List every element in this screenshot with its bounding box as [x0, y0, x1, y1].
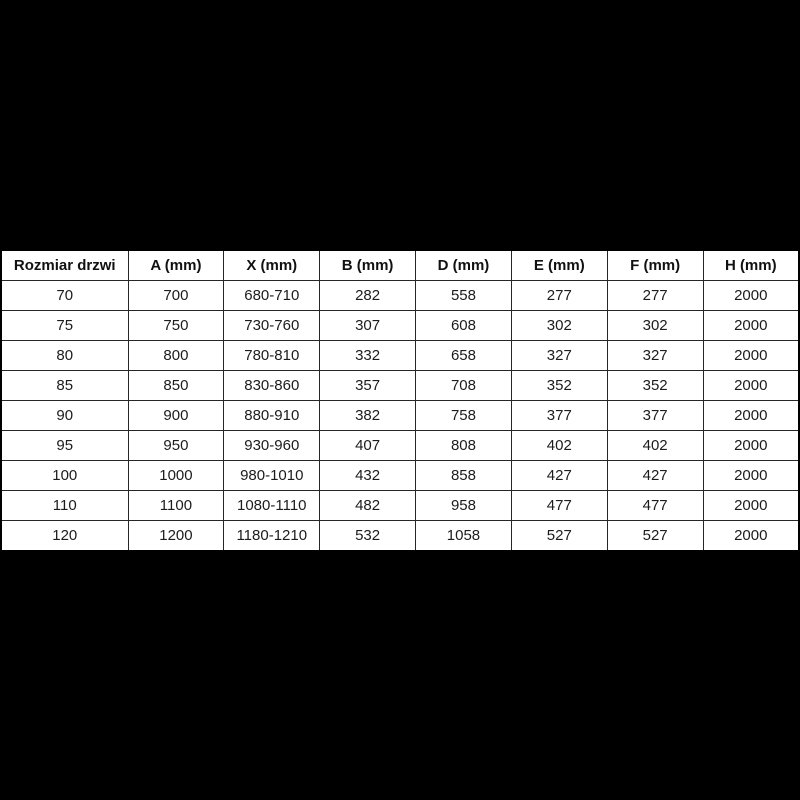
column-header: B (mm) — [320, 250, 416, 281]
table-cell: 958 — [416, 491, 512, 521]
table-cell: 352 — [511, 371, 607, 401]
table-cell: 352 — [607, 371, 703, 401]
table-cell: 900 — [128, 401, 224, 431]
table-cell: 950 — [128, 431, 224, 461]
table-cell: 680-710 — [224, 281, 320, 311]
table-cell: 382 — [320, 401, 416, 431]
table-cell: 800 — [128, 341, 224, 371]
table-cell: 332 — [320, 341, 416, 371]
table-cell: 527 — [511, 521, 607, 552]
table-cell: 2000 — [703, 281, 799, 311]
table-cell: 2000 — [703, 371, 799, 401]
table-cell: 2000 — [703, 431, 799, 461]
table-row — [1, 281, 799, 311]
table-cell: 327 — [511, 341, 607, 371]
table-cell: 850 — [128, 371, 224, 401]
table-cell: 980-1010 — [224, 461, 320, 491]
table-cell: 708 — [416, 371, 512, 401]
table-cell: 70 — [1, 281, 128, 311]
table-cell: 1058 — [416, 521, 512, 552]
table-cell: 377 — [511, 401, 607, 431]
table-cell: 2000 — [703, 311, 799, 341]
table-cell: 532 — [320, 521, 416, 552]
table-cell: 432 — [320, 461, 416, 491]
table-cell: 1180-1210 — [224, 521, 320, 552]
table-cell: 558 — [416, 281, 512, 311]
dimensions-table-container — [0, 249, 800, 552]
table-cell: 808 — [416, 431, 512, 461]
table-cell: 307 — [320, 311, 416, 341]
column-header: D (mm) — [416, 250, 512, 281]
table-row — [1, 401, 799, 431]
table-cell: 1080-1110 — [224, 491, 320, 521]
table-cell: 282 — [320, 281, 416, 311]
table-cell: 830-860 — [224, 371, 320, 401]
table-cell: 930-960 — [224, 431, 320, 461]
table-cell: 427 — [607, 461, 703, 491]
table-cell: 277 — [511, 281, 607, 311]
table-cell: 1200 — [128, 521, 224, 552]
table-row — [1, 461, 799, 491]
table-cell: 407 — [320, 431, 416, 461]
table-cell: 120 — [1, 521, 128, 552]
table-cell: 880-910 — [224, 401, 320, 431]
table-cell: 95 — [1, 431, 128, 461]
table-cell: 377 — [607, 401, 703, 431]
column-header: Rozmiar drzwi — [1, 250, 128, 281]
table-cell: 750 — [128, 311, 224, 341]
table-cell: 302 — [607, 311, 703, 341]
column-header: F (mm) — [607, 250, 703, 281]
table-cell: 90 — [1, 401, 128, 431]
table-header-row — [1, 250, 799, 281]
table-cell: 858 — [416, 461, 512, 491]
table-cell: 658 — [416, 341, 512, 371]
table-row — [1, 341, 799, 371]
table-cell: 402 — [607, 431, 703, 461]
table-row — [1, 431, 799, 461]
table-cell: 527 — [607, 521, 703, 552]
column-header: E (mm) — [511, 250, 607, 281]
table-cell: 1100 — [128, 491, 224, 521]
table-cell: 302 — [511, 311, 607, 341]
table-row — [1, 521, 799, 552]
table-cell: 482 — [320, 491, 416, 521]
table-cell: 477 — [607, 491, 703, 521]
column-header: H (mm) — [703, 250, 799, 281]
table-cell: 80 — [1, 341, 128, 371]
column-header: A (mm) — [128, 250, 224, 281]
table-cell: 477 — [511, 491, 607, 521]
table-cell: 2000 — [703, 401, 799, 431]
table-cell: 357 — [320, 371, 416, 401]
table-cell: 2000 — [703, 341, 799, 371]
table-cell: 85 — [1, 371, 128, 401]
table-cell: 100 — [1, 461, 128, 491]
table-cell: 327 — [607, 341, 703, 371]
table-cell: 277 — [607, 281, 703, 311]
table-cell: 780-810 — [224, 341, 320, 371]
table-cell: 75 — [1, 311, 128, 341]
table-cell: 427 — [511, 461, 607, 491]
column-header: X (mm) — [224, 250, 320, 281]
table-row — [1, 311, 799, 341]
table-cell: 758 — [416, 401, 512, 431]
table-cell: 700 — [128, 281, 224, 311]
door-dimensions-table — [0, 249, 800, 552]
table-cell: 730-760 — [224, 311, 320, 341]
table-row — [1, 491, 799, 521]
table-cell: 1000 — [128, 461, 224, 491]
table-cell: 608 — [416, 311, 512, 341]
table-cell: 2000 — [703, 491, 799, 521]
table-row — [1, 371, 799, 401]
table-cell: 2000 — [703, 521, 799, 552]
table-cell: 110 — [1, 491, 128, 521]
table-cell: 402 — [511, 431, 607, 461]
table-cell: 2000 — [703, 461, 799, 491]
